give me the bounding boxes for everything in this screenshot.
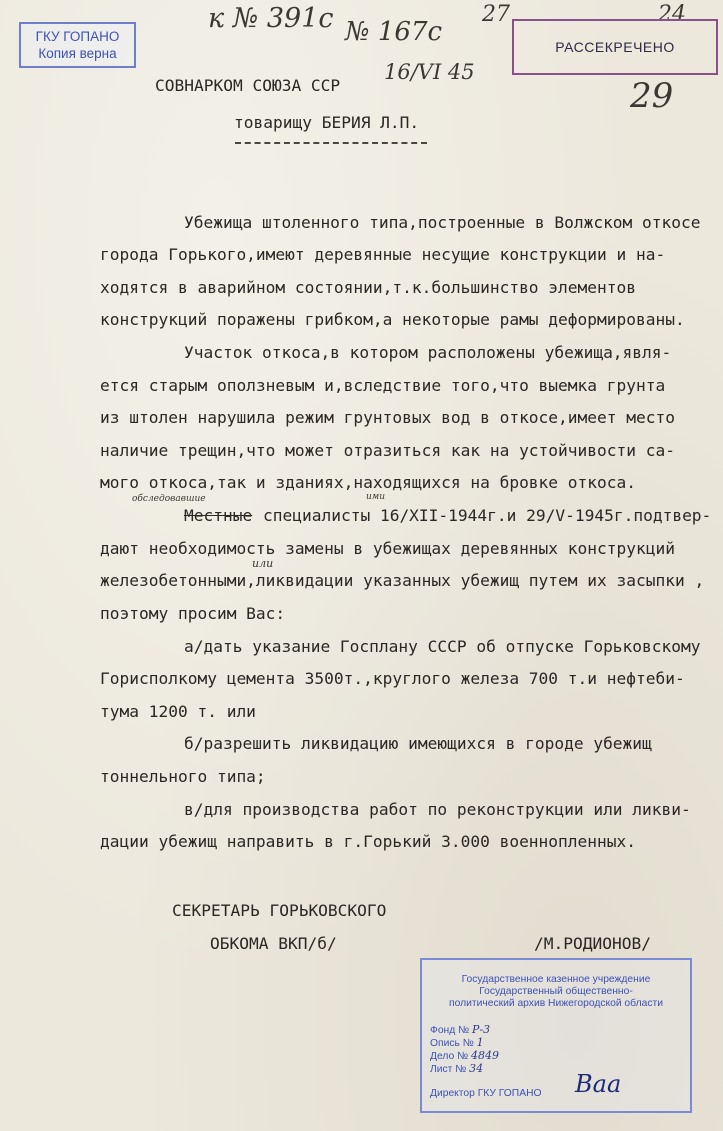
handwritten-above-ili: или (252, 557, 274, 570)
archive-stamp-line3: политический архив Нижегородской области (449, 998, 663, 1009)
handwritten-reg-number: к № 391с (208, 3, 334, 34)
archive-delo-value: 4849 (471, 1049, 499, 1062)
handwritten-page-27: 27 (482, 2, 510, 27)
body-line: Убежища штоленного типа,построенные в Волжском откосе (184, 213, 701, 232)
archive-stamp (420, 958, 692, 1113)
copy-certified-stamp (19, 22, 136, 68)
handwritten-page-24: 24 (658, 2, 686, 27)
handwritten-doc-number: № 167с (345, 17, 443, 47)
body-line: тоннельного типа; (100, 767, 266, 786)
signatory-title-line2: ОБКОМА ВКП/б/ (210, 934, 337, 953)
archive-delo-row (430, 1050, 499, 1063)
archive-stamp-line1: Государственное казенное учреждение (461, 974, 651, 985)
body-line: специалисты 16/XII-1944г.и 29/V-1945г.подтвер- (263, 506, 712, 525)
declassified-stamp: РАССЕКРЕЧЕНО (512, 19, 718, 75)
archive-opis-label: Опись № (430, 1038, 474, 1049)
body-line: из штолен нарушила режим грунтовых вод в откосе,имеет место (100, 408, 675, 427)
archive-opis-value: 1 (476, 1036, 484, 1049)
body-line: в/для производства работ по реконструкции или ликви- (184, 800, 691, 819)
director-signature: Ваа (575, 1070, 622, 1098)
archive-stamp-line2: Государственный общественно- (479, 986, 633, 997)
body-line: конструкций поражены грибком,а некоторые рамы деформированы. (100, 310, 685, 329)
archive-delo-label: Дело № (430, 1051, 469, 1062)
body-line: дации убежищ направить в г.Горький 3.000 военнопленных. (100, 832, 637, 851)
body-line: поэтому просим Вас: (100, 604, 286, 623)
signatory-name: /М.РОДИОНОВ/ (534, 934, 651, 953)
body-line: а/дать указание Госплану СССР об отпуске Горьковскому (184, 637, 701, 656)
struck-word: Местные (184, 506, 253, 525)
archive-director-row (430, 1088, 542, 1100)
body-line: Участок откоса,в котором расположены убежища,явля- (184, 343, 672, 362)
archive-list-row (430, 1063, 483, 1076)
copy-stamp-line1: ГКУ ГОПАНО (35, 29, 120, 44)
archive-list-label: Лист № (430, 1064, 467, 1075)
handwritten-above-struck: обследовавшие (132, 494, 206, 504)
addressee-person: товарищу БЕРИЯ Л.П. (234, 113, 420, 132)
copy-stamp-line2: Копия верна (38, 46, 117, 61)
body-line: ходятся в аварийном состоянии,т.к.большинство элементов (100, 278, 637, 297)
archive-list-value: 34 (469, 1062, 484, 1075)
addressee-org: СОВНАРКОМ СОЮЗА ССР (155, 76, 341, 95)
signatory-title-line1: СЕКРЕТАРЬ ГОРЬКОВСКОГО (172, 901, 387, 920)
body-line: наличие трещин,что может отразиться как на устойчивости са- (100, 441, 675, 460)
addressee-underline (235, 142, 427, 144)
body-line: тума 1200 т. или (100, 702, 256, 721)
body-line: города Горького,имеют деревянные несущие конструкции и на- (100, 245, 666, 264)
body-line: дают необходимость замены в убежищах деревянных конструкций (100, 539, 675, 558)
body-line: б/разрешить ликвидацию имеющихся в городе убежищ (184, 734, 652, 753)
handwritten-above-specialists: ими (366, 492, 386, 502)
archive-director-label: Директор ГКУ ГОПАНО (430, 1088, 542, 1099)
body-line: Горисполкому цемента 3500т.,круглого железа 700 т.и нефтеби- (100, 669, 685, 688)
body-line: железобетонными,ликвидации указанных убежищ путем их засыпки , (100, 571, 705, 590)
body-line: мого откоса,так и зданиях,находящихся на бровке откоса. (100, 473, 637, 492)
archive-fond-value: Р-3 (472, 1023, 491, 1036)
archive-fond-label: Фонд № (430, 1025, 470, 1036)
handwritten-page-29: 29 (630, 76, 674, 116)
body-line: ется старым оползневым и,вследствие того,что выемка грунта (100, 376, 666, 395)
handwritten-date: 16/VI 45 (384, 60, 475, 84)
